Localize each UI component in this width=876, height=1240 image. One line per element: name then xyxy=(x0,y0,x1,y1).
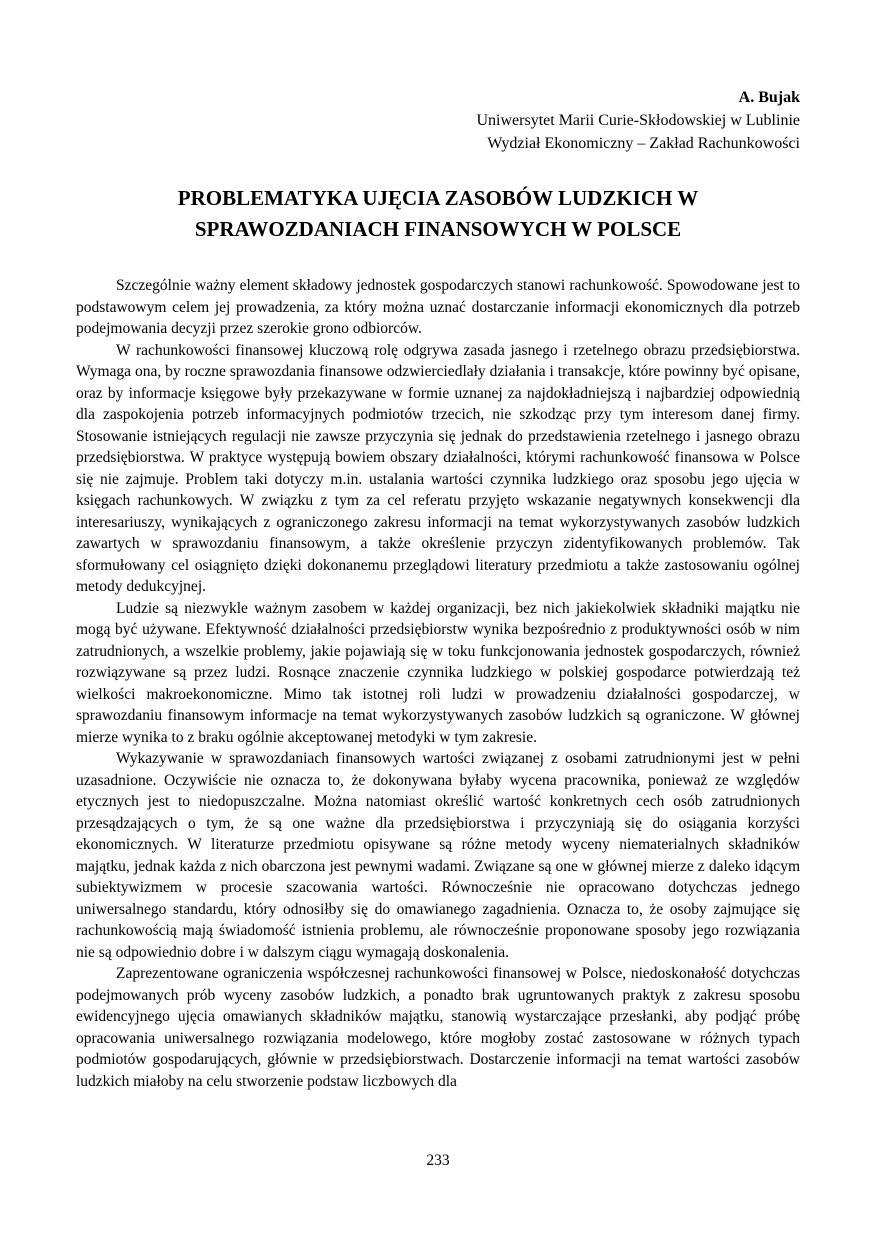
paragraph-2: W rachunkowości finansowej kluczową rolę odgrywa zasada jasnego i rzetelnego obrazu przedsiębiorstwa. Wymaga ona, by roczne sprawozdania finansowe odzwierciedlały działania i transakcje, które powinny być opisane, oraz by informacje księgowe były przekazywane w formie uznanej za najdokładniejszą i najbardziej odpowiednią dla zaspokojenia potrzeb informacyjnych podmiotów trzecich, nie szkodząc przy tym interesom danej firmy. Stosowanie istniejących regulacji nie zawsze przyczynia się jednak do przedstawienia rzetelnego i jasnego obrazu przedsiębiorstwa. W praktyce występują bowiem obszary działalności, którymi rachunkowość finansowa w Polsce się nie zajmuje. Problem taki dotyczy m.in. ustalania wartości czynnika ludzkiego oraz sposobu jego ujęcia w księgach rachunkowych. W związku z tym za cel referatu przyjęto wskazanie negatywnych konsekwencji dla interesariuszy, wynikających z ograniczonego zakresu informacji na temat wykorzystywanych zasobów ludzkich zawartych w sprawozdaniu finansowym, a także określenie przyczyn zidentyfikowanych problemów. Tak sformułowany cel osiągnięto dzięki dokonanemu przeglądowi literatury przedmiotu a także zastosowaniu ogólnej metody dedukcyjnej. xyxy=(76,341,800,595)
paper-title: PROBLEMATYKA UJĘCIA ZASOBÓW LUDZKICH W SPRAWOZDANIACH FINANSOWYCH W POLSCE xyxy=(177,186,699,241)
author-name: A. Bujak xyxy=(738,89,800,106)
page-number: 233 xyxy=(426,1152,450,1169)
affiliation-line-2: Wydział Ekonomiczny – Zakład Rachunkowości xyxy=(487,135,800,152)
paragraph-5: Zaprezentowane ograniczenia współczesnej rachunkowości finansowej w Polsce, niedoskonałość dotychczas podejmowanych prób wyceny zasobów ludzkich, a ponadto brak ugruntowanych praktyk z zakresu sposobu ewidencyjnego ujęcia omawianych składników majątku, stanowią wystarczające przesłanki, aby podjąć próbę opracowania uniwersalnego rozwiązania modelowego, które mogłoby zostać zastosowane w różnych typach podmiotów gospodarujących, głównie w przedsiębiorstwach. Dostarczenie informacji na temat wartości zasobów ludzkich miałoby na celu stworzenie podstaw liczbowych dla xyxy=(76,965,800,1090)
paragraph-3: Ludzie są niezwykle ważnym zasobem w każdej organizacji, bez nich jakiekolwiek składniki majątku nie mogą być używane. Efektywność działalności przedsiębiorstw wynika bezpośrednio z produktywności osób w nim zatrudnionych, a wszelkie problemy, jakie pojawiają się w toku funkcjonowania jednostek gospodarczych, również rozwiązywane są przez ludzi. Rosnące znaczenie czynnika ludzkiego w polskiej gospodarce potwierdzają też wielkości makroekonomiczne. Mimo tak istotnej roli ludzi w prowadzeniu działalności gospodarczej, w sprawozdaniu finansowym informacje na temat wykorzystywanych zasobów ludzkich są ograniczone. W głównej mierze wynika to z braku ogólnie akceptowanej metodyki w tym zakresie. xyxy=(76,599,800,746)
paragraph-4: Wykazywanie w sprawozdaniach finansowych wartości związanej z osobami zatrudnionymi jest w pełni uzasadnione. Oczywiście nie oznacza to, że dokonywana byłaby wycena pracownika, ponieważ ze względów etycznych jest to niedopuszczalne. Można natomiast określić wartość konkretnych cech osób zatrudnionych przesądzających o tym, że są one ważne dla przedsiębiorstwa i przyczyniają się do osiągania korzyści ekonomicznych. W literaturze przedmiotu opisywane są różne metody wyceny niematerialnych składników majątku, jednak każda z nich obarczona jest pewnymi wadami. Związane są one w głównej mierze z daleko idącym subiektywizmem w procesie szacowania wartości. Równocześnie nie opracowano dotychczas jednego uniwersalnego standardu, który odnosiłby się do omawianego zagadnienia. Oznacza to, że osoby zajmujące się rachunkowością mają świadomość istnienia problemu, ale równocześnie proponowane sposoby jego rozwiązania nie są odpowiednio dobre i w dalszym ciągu wymagają doskonalenia. xyxy=(76,750,800,961)
author-block xyxy=(76,86,800,155)
paragraph-1: Szczególnie ważny element składowy jednostek gospodarczych stanowi rachunkowość. Spowodowane jest to podstawowym celem jej prowadzenia, za który można uznać dostarczanie informacji ekonomicznych dla potrzeb podejmowania decyzji przez szerokie grono odbiorców. xyxy=(76,277,800,337)
affiliation-line-1: Uniwersytet Marii Curie-Skłodowskiej w Lublinie xyxy=(476,112,800,129)
page-footer xyxy=(0,1152,876,1170)
body-text xyxy=(76,275,800,1092)
